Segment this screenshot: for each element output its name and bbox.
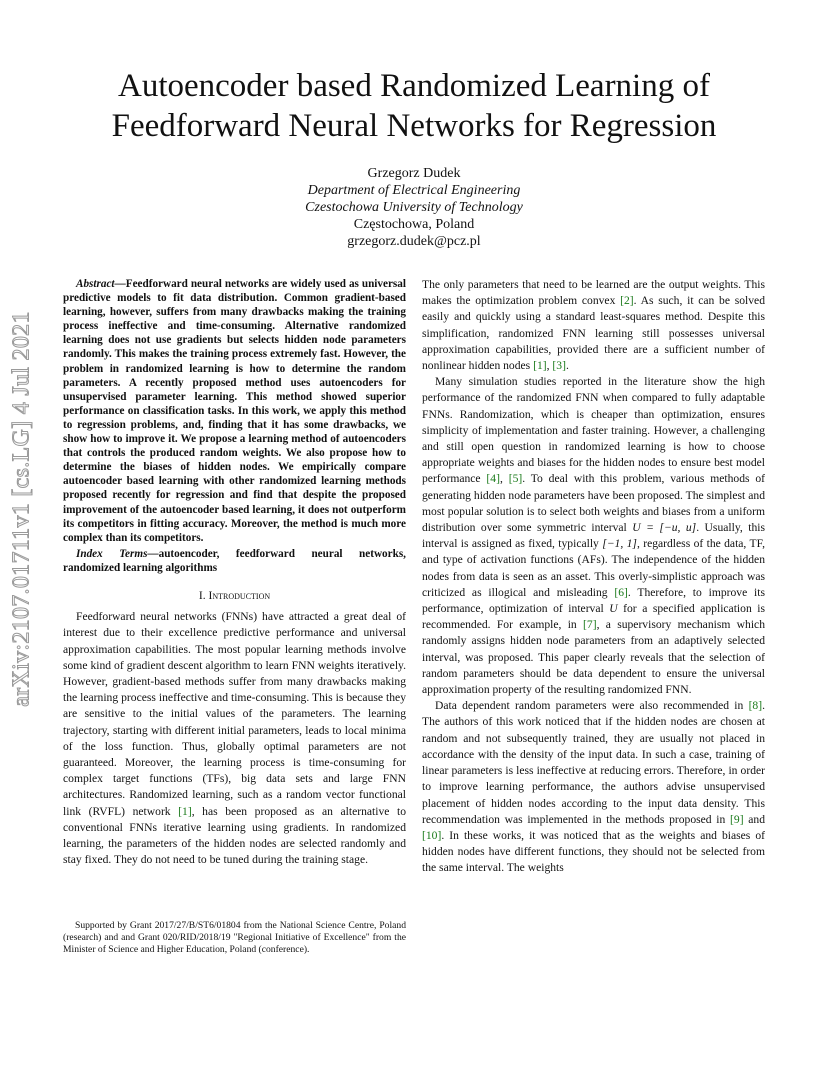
right-paragraph-1: The only parameters that need to be learned are the output weights. This makes the optimization problem convex [2]. As such, it can be solved easily and quickly using a standard least-squares method. Despite this simplification, randomized FNN learning still possesses universal approximation capabilities, provided there are a sufficient number of nonlinear hidden nodes [1], [3]. [422,278,765,373]
author-block [214,165,614,250]
math-interval: U = [−u, u] [632,521,697,535]
arxiv-identifier: arXiv:2107.01711v1 [cs.LG] 4 Jul 2021 [8,311,35,707]
abstract: Abstract—Feedforward neural networks are widely used as universal predictive models to fit data distribution. Common gradient-based learning, however, suffers from many drawbacks making the training process ineffective and time-consuming. Alternative randomized learning does not use gradients but selects hidden node parameters randomly. This makes the training process extremely fast. However, the problem in randomized learning is how to determine the random parameters. A recently proposed method uses autoencoders for unsupervised parameter learning. This method showed superior performance on classification tasks. In this work, we apply this method to regression problems, and, finding that it has some drawbacks, we show how to improve it. We propose a learning method of autoencoders that controls the produced random weights. We also propose how to determine the biases of hidden nodes. We empirically compare autoencoder based learning with other randomized learning methods proposed recently for regression and find that despite the proposed improvement of the autoencoder based learning, it does not outperform its competitors in fitting accuracy. Moreover, the method is much more complex than its competitors. [63,278,406,544]
math-symbol: U [609,602,618,616]
author-university: Czestochowa University of Technology [305,200,523,215]
right-paragraph-2: Many simulation studies reported in the literature show the high performance of the randomized FNN when compared to fully adaptable FNNs. Randomization, which is cheaper than optimization, ensures simplicity of implementation and faster training. However, a challenging and still open question in randomized learning is how to choose appropriate weights and biases for the hidden nodes to ensure best model performance [4], [5]. To deal with this problem, various methods of generating hidden node parameters have been proposed. The simplest and most popular solution is to select both weights and biases from a uniform distribution over some symmetric interval U = [−u, u]. Usually, this interval is assigned as fixed, typically [−1, 1], regardless of the data, TF, and type of activation functions (AFs). The independence of the hidden nodes from data is seen as an asset. This overly-simplistic approach was criticized as illogical and misleading [6]. Therefore, to improve its performance, optimization of interval U for a specified application is recommended. For example, in [7], a supervisory mechanism which randomly assigns hidden node parameters from an adaptively selected interval, was proposed. This paper clearly reveals that the selection of random parameters should be data dependent to ensure the universal approximation property of the resulting randomized FNN. [422,375,766,697]
author-email[interactable]: grzegorz.dudek@pcz.pl [347,234,481,249]
citation-link[interactable]: [1] [533,359,547,373]
citation-link[interactable]: [7] [583,618,597,632]
intro-paragraph-1: Feedforward neural networks (FNNs) have attracted a great deal of interest due to their excellence predictive performance and universal approximation capabilities. The most popular learning methods involve some kind of gradient descent algorithm to learn FNN weights iteratively. However, gradient-based methods suffer from many drawbacks making the learning process ineffective and time-consuming. This is because they are sensitive to the initial values of the parameters. The learning trajectory, starting with different initial parameters, leads to local minima of the loss function. Thus, globally optimal parameters are not guaranteed. Moreover, the learning process is time-consuming for complex target functions (TFs), big data sets and large FNN architectures. Randomized learning, such as a random vector functional link (RVFL) network [1], has been proposed as an alternative to conventional FNNs iterative learning using gradients. In randomized learning, the parameters of the hidden nodes are selected randomly and stay fixed. They do not need to be tuned during the training stage. [63,610,406,867]
paper-title [60,66,768,146]
citation-link[interactable]: [8] [748,699,763,713]
citation-link[interactable]: [9] [730,812,744,826]
title-line-2: Feedforward Neural Networks for Regression [111,108,717,144]
footnote-funding: Supported by Grant 2017/27/B/ST6/01804 from the National Science Centre, Poland (research) and and Grant 020/RID/2018/19 "Regional Initiative of Excellence" from the Minister of Science and Higher Education, Poland (conference). [63,920,406,955]
title-line-1: Autoencoder based Randomized Learning of [118,68,710,104]
right-column [422,277,765,877]
citation-link[interactable]: [2] [620,294,634,308]
author-department: Department of Electrical Engineering [307,183,521,198]
index-terms: Index Terms—autoencoder, feedforward neural networks, randomized learning algorithms [63,547,406,574]
citation-link[interactable]: [5] [508,472,523,486]
section-heading-introduction: I. Introduction [198,588,271,602]
author-name: Grzegorz Dudek [367,166,461,181]
citation-link[interactable]: [10] [422,828,442,842]
math-interval: [−1, 1] [602,537,637,551]
citation-link[interactable]: [6] [614,585,628,599]
citation-link[interactable]: [4] [486,472,500,486]
left-column [63,277,406,868]
right-paragraph-3: Data dependent random parameters were also recommended in [8]. The authors of this work noticed that if the hidden nodes are chosen at random and not subsequently trained, they are usually not placed in accordance with the density of the input data. In such a case, training of linear parameters is less ineffective at reducing errors. Therefore, in order to improve learning performance, the authors advise unsupervised placement of hidden nodes according to the input data density. This recommendation was implemented in the methods proposed in [9] and [10]. In these works, it was noticed that as the weights and biases of hidden nodes have different functions, they should not be selected from the same interval. The weights [422,699,765,875]
citation-link[interactable]: [3] [552,359,566,373]
citation-link[interactable]: [1] [178,804,192,818]
author-city: Częstochowa, Poland [353,217,475,232]
